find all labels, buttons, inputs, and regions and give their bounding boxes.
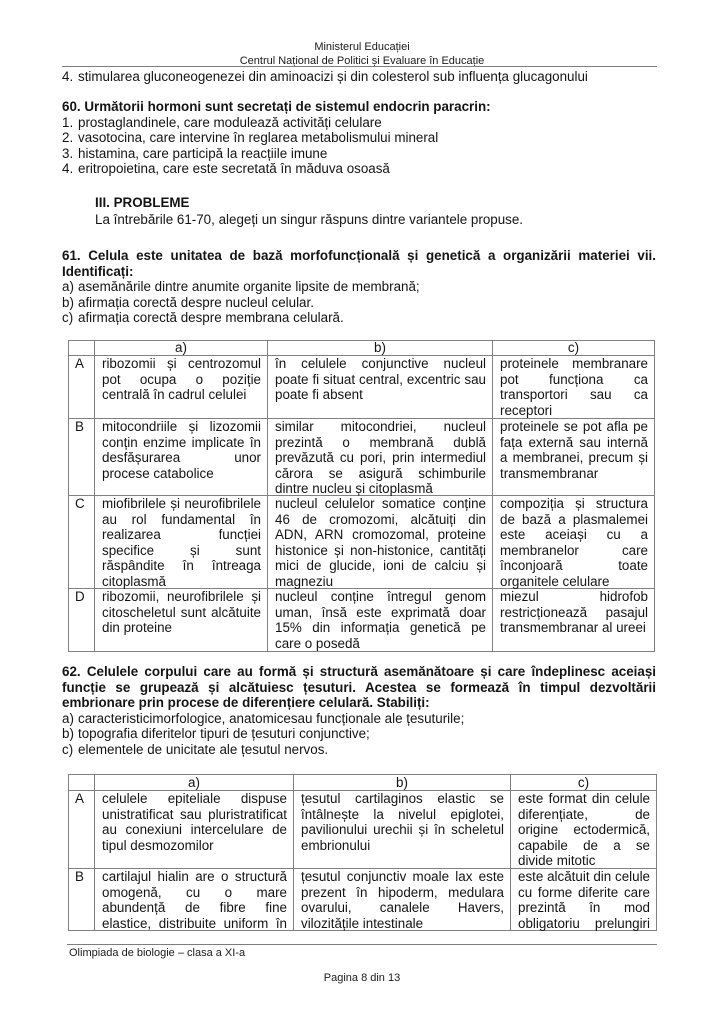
table-header-cell: b) — [268, 341, 493, 356]
item-number: 4. — [62, 69, 74, 84]
question-61-requirement — [62, 310, 656, 326]
requirement-letter: c) — [62, 741, 74, 757]
table-header-cell — [69, 341, 95, 356]
option-number: 1. — [62, 114, 74, 130]
header-ministry: Ministerul Educației — [314, 41, 410, 53]
header-divider — [62, 66, 657, 67]
table-cell: nucleul celulelor somatice conține 46 de cromozomi, alcătuiți din ADN, ARN cromozomal, proteine histonice și non-histonice, cantități mici de glucide, ioni de calciu și magneziu — [268, 496, 493, 589]
requirement-letter: a) — [62, 710, 74, 726]
question-62-table — [68, 774, 657, 931]
option-text: eritropoietina, care este secretată în măduva osoasă — [78, 161, 390, 176]
requirement-text: afirmația corectă despre nucleul celular. — [78, 294, 314, 310]
question-60-option — [62, 115, 656, 131]
option-text: prostaglandinele, care modulează activități celulare — [78, 114, 382, 130]
table-cell: proteinele membranare pot funcționa ca transportori sau ca receptori — [493, 356, 655, 419]
question-60-option — [62, 130, 656, 146]
question-61-requirement — [62, 279, 656, 295]
section-title: III. PROBLEME — [95, 195, 190, 210]
requirement-letter: b) — [62, 294, 74, 310]
row-label: D — [69, 589, 95, 652]
row-label: B — [69, 419, 95, 496]
table-header-cell: a) — [95, 775, 294, 791]
table-cell: este format din celule diferențiate, de origine ectodermică, capabile de a se divide mitotic — [511, 791, 657, 869]
requirement-text: afirmația corectă despre membrana celulară. — [78, 310, 344, 325]
table-header-cell: a) — [95, 341, 268, 356]
table-cell: ribozomii și centrozomul pot ocupa o poziție centrală în cadrul celulei — [95, 356, 268, 419]
table-cell: nucleul conține întregul genom uman, însă este exprimată doar 15% din informația genetică pe care o posedă — [268, 589, 493, 652]
requirement-text: asemănările dintre anumite organite lipsite de membrană; — [78, 279, 420, 294]
header-center: Centrul Național de Politici și Evaluare în Educație — [239, 55, 485, 67]
table-header-cell — [69, 775, 95, 791]
table-cell: mitocondriile și lizozomii conțin enzime implicate în desfășurarea unor procese catabolice — [95, 419, 268, 496]
table-cell: cartilajul hialin are o structură omogenă, cu o mare abundență de fibre fine elastice, distribuite uniform în — [95, 869, 294, 931]
page-number: Pagina 8 din 13 — [323, 972, 401, 984]
table-cell: țesutul cartilaginos elastic se întâlnește la nivelul epiglotei, pavilionului urechii și în scheletul embrionului — [294, 791, 511, 869]
section-instructions: La întrebările 61-70, alegeți un singur răspuns dintre variantele propuse. — [95, 212, 524, 227]
requirement-text: caracteristicimorfologice, anatomicesau funcționale ale țesuturile; — [78, 710, 465, 726]
question-61 — [62, 248, 656, 326]
table-cell: țesutul conjunctiv moale lax este prezent în hipoderm, medulara ovarului, canalele Havers, vilozitățile intestinale — [294, 869, 511, 931]
question-62-requirement — [62, 711, 656, 727]
row-label: C — [69, 496, 95, 589]
option-text: vasotocina, care intervine în reglarea metabolismului mineral — [78, 130, 439, 145]
question-61-requirement — [62, 295, 656, 311]
question-60-title: 60. Următorii hormoni sunt secretați de sistemul endocrin paracrin: — [62, 99, 491, 114]
row-label: B — [69, 869, 95, 931]
option-number: 2. — [62, 130, 74, 145]
table-cell: celulele epiteliale dispuse unistratificat sau pluristratificat au conexiuni intercelulare de tipul desmozomilor — [95, 791, 294, 869]
question-62 — [62, 664, 656, 757]
question-60 — [62, 99, 656, 177]
row-label: A — [69, 356, 95, 419]
option-number: 4. — [62, 161, 74, 176]
table-cell: miofibrilele și neurofibrilele au rol fundamental în realizarea funcției specifice și sunt răspândite în întreaga citoplasmă — [95, 496, 268, 589]
requirement-text: topografia diferitelor tipuri de țesuturi conjunctive; — [78, 726, 370, 741]
table-cell: proteinele se pot afla pe fața externă sau internă a membranei, precum și transmembranar — [493, 419, 655, 496]
table-cell: compoziția și structura de bază a plasmalemei este aceiași cu a membranelor care înconjoară toate organitele celulare — [493, 496, 655, 589]
requirement-letter: c) — [62, 310, 74, 325]
question-62-title: 62. Celulele corpului care au formă și structură asemănătoare și care îndeplinesc aceiași funcție se grupează și alcătuiesc țesuturi. Acestea se formează în timpul dezvoltării embrionare prin procese de diferențiere celulară. Stabiliți: — [62, 664, 656, 710]
table-cell: în celulele conjunctive nucleul poate fi situat central, excentric sau poate fi absent — [268, 356, 493, 419]
question-61-table — [68, 340, 655, 652]
footer-title: Olimpiada de biologie – clasa a XI-a — [69, 947, 246, 959]
table-cell: ribozomii, neurofibrilele și citoscheletul sunt alcătuite din proteine — [95, 589, 268, 652]
requirement-letter: a) — [62, 279, 74, 294]
table-header-cell: c) — [511, 775, 657, 791]
question-60-option — [62, 161, 656, 177]
footer-divider — [67, 944, 657, 945]
item-text: stimularea gluconeogenezei din aminoacizi și din colesterol sub influența glucagonului — [78, 69, 588, 84]
requirement-letter: b) — [62, 726, 74, 741]
table-header-cell: b) — [294, 775, 511, 791]
question-62-requirement — [62, 742, 656, 758]
question-62-requirement — [62, 726, 656, 742]
table-cell: este alcătuit din celule cu forme diferite care prezintă în mod obligatoriu prelungiri — [511, 869, 657, 931]
requirement-text: elementele de unicitate ale țesutul nervos. — [78, 741, 329, 757]
previous-question-item — [62, 69, 656, 85]
option-number: 3. — [62, 145, 74, 161]
table-header-cell: c) — [493, 341, 655, 356]
option-text: histamina, care participă la reacțiile imune — [78, 145, 328, 161]
question-61-title: 61. Celula este unitatea de bază morfofuncțională și genetică a organizării materiei vii. Identificați: — [62, 248, 656, 279]
row-label: A — [69, 791, 95, 869]
table-cell: miezul hidrofob restricționează pasajul transmembranar al ureei — [493, 589, 655, 652]
table-cell: similar mitocondriei, nucleul prezintă o membrană dublă prevăzută cu pori, prin intermediul cărora se asigură schimburile dintre nucleu și citoplasmă — [268, 419, 493, 496]
question-60-option — [62, 146, 656, 162]
